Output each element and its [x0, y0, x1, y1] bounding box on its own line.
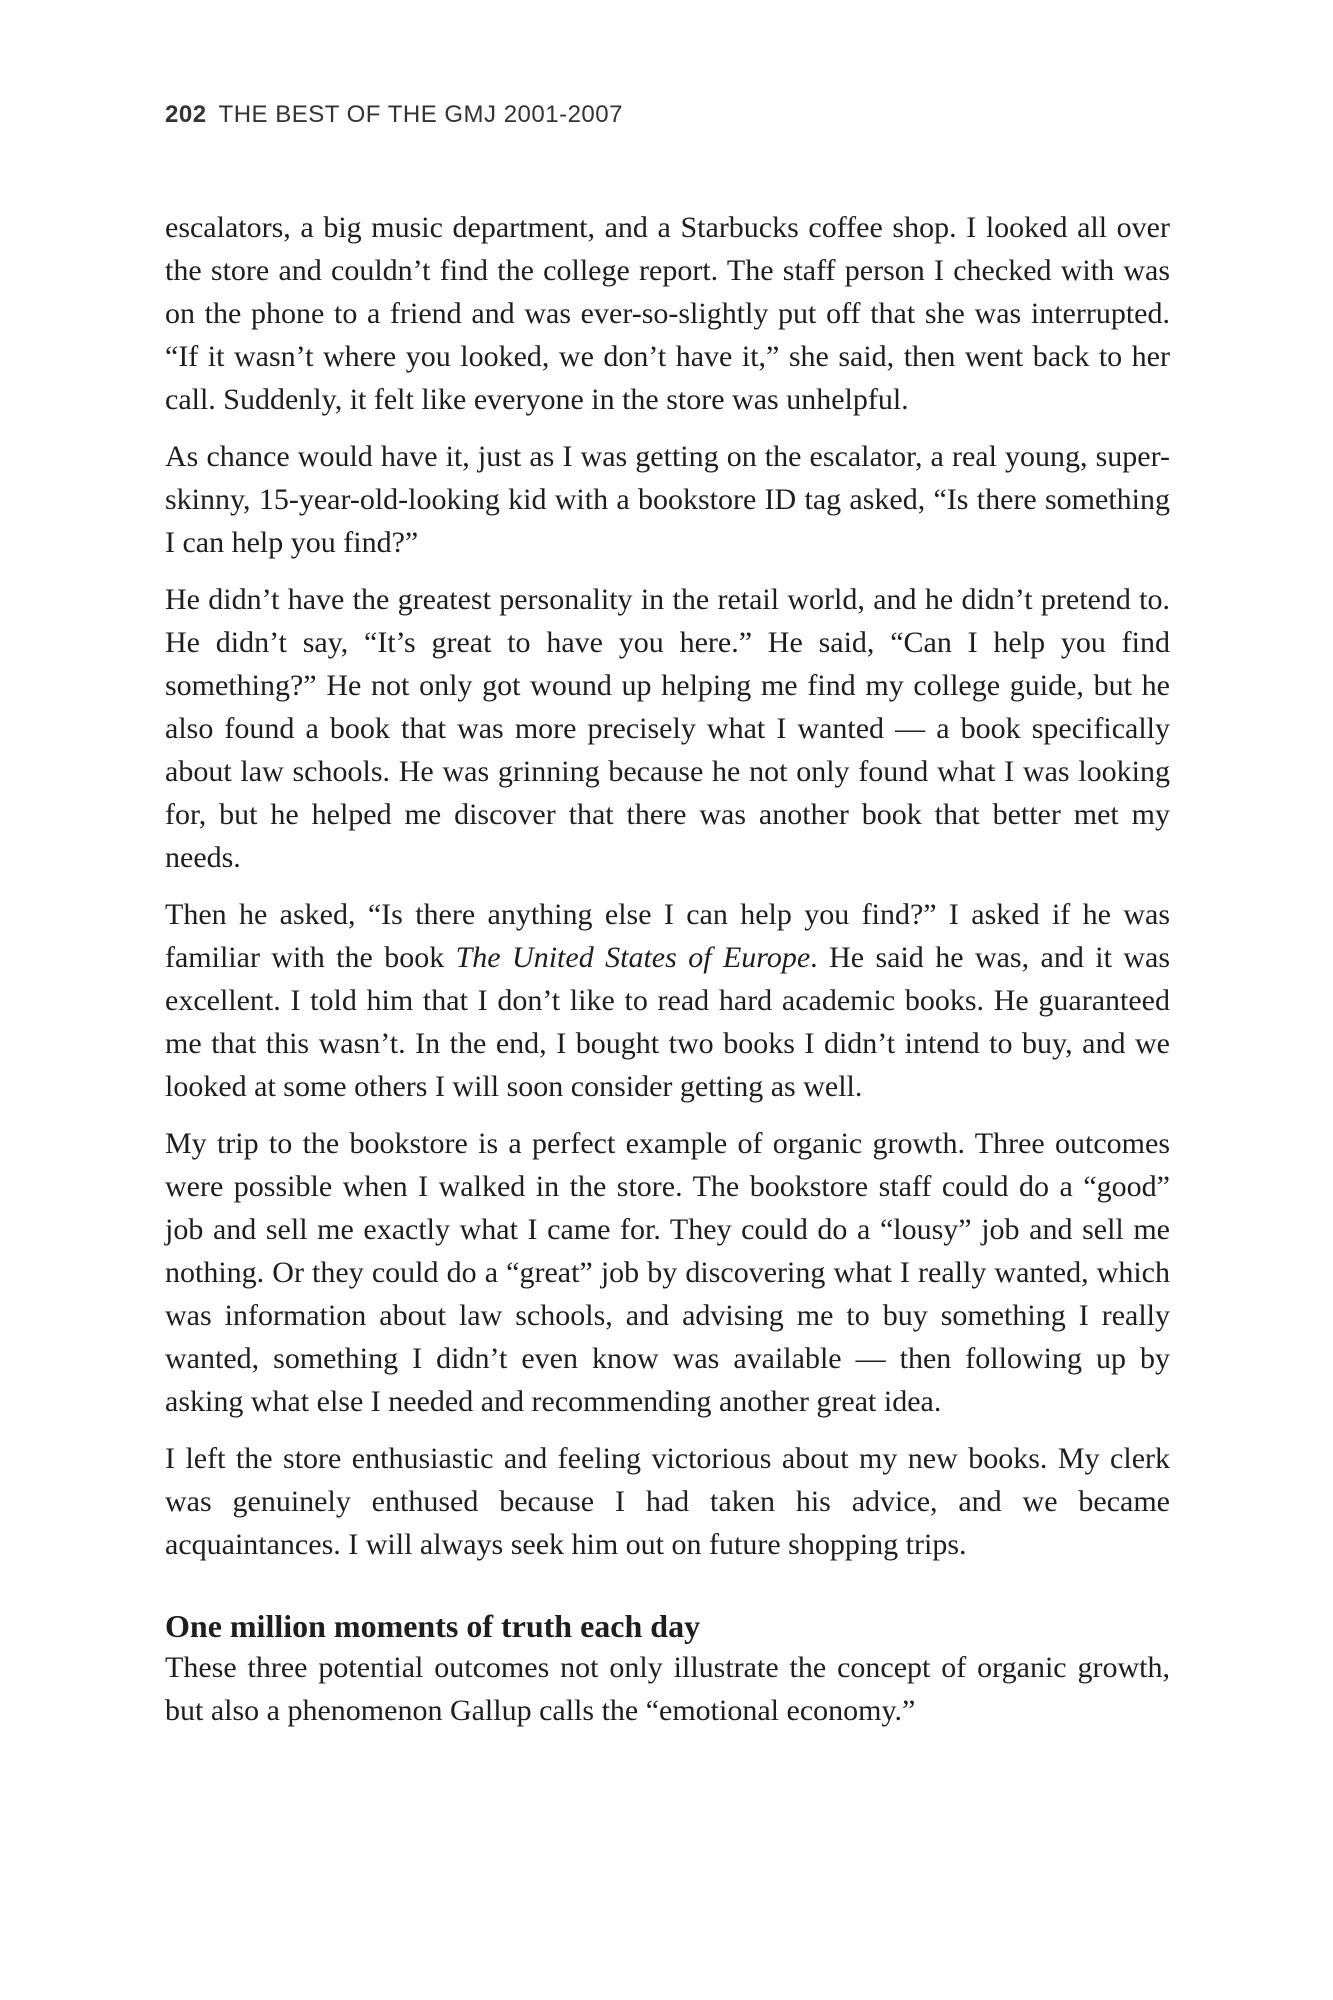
body-paragraph: I left the store enthusiastic and feeling victorious about my new books. My clerk was genuinely enthused because I had taken his advice, and we became acquaintances. I will always seek him out on future shopping trips.: [165, 1442, 1170, 1561]
running-title: THE BEST OF THE GMJ 2001-2007: [218, 101, 623, 128]
section-heading: One million moments of truth each day: [165, 1608, 701, 1644]
page-number: 202: [165, 101, 207, 128]
body-paragraph: As chance would have it, just as I was getting on the escalator, a real young, super-skinny, 15-year-old-looking kid with a bookstore ID tag asked, “Is there something I can help you find?”: [165, 440, 1170, 559]
body-paragraph: He didn’t have the greatest personality in the retail world, and he didn’t pretend to. He didn’t say, “It’s great to have you here.” He said, “Can I help you find something?” He not only got wound up helping me find my college guide, but he also found a book that was more precisely what I wanted — a book specifically about law schools. He was grinning because he not only found what I was looking for, but he helped me discover that there was another book that better met my needs.: [165, 583, 1170, 874]
body-paragraph: [165, 893, 1170, 1108]
running-head: [165, 100, 1170, 130]
book-page: [165, 100, 1170, 1746]
paragraph-text: Then he asked, “Is there anything else I can help you find?” I asked if he was familiar with the book: [165, 898, 1170, 974]
body-paragraph: These three potential outcomes not only illustrate the concept of organic growth, but also a phenomenon Gallup calls the “emotional economy.”: [165, 1651, 1170, 1727]
body-paragraph: My trip to the bookstore is a perfect example of organic growth. Three outcomes were possible when I walked in the store. The bookstore staff could do a “good” job and sell me exactly what I came for. They could do a “lousy” job and sell me nothing. Or they could do a “great” job by discovering what I really wanted, which was information about law schools, and advising me to buy something I really wanted, something I didn’t even know was available — then following up by asking what else I needed and recommending another great idea.: [165, 1127, 1170, 1418]
body-paragraph: escalators, a big music department, and a Starbucks coffee shop. I looked all over the store and couldn’t find the college report. The staff person I checked with was on the phone to a friend and was ever-so-slightly put off that she was interrupted. “If it wasn’t where you looked, we don’t have it,” she said, then went back to her call. Suddenly, it felt like everyone in the store was unhelpful.: [165, 211, 1170, 416]
paragraph-text: . He said he was, and it was excellent. I told him that I don’t like to read hard academic books. He guaranteed me that this wasn’t. In the end, I bought two books I didn’t intend to buy, and we looked at some others I will soon consider getting as well.: [165, 941, 1171, 1103]
book-title: The United States of Europe: [455, 941, 811, 974]
